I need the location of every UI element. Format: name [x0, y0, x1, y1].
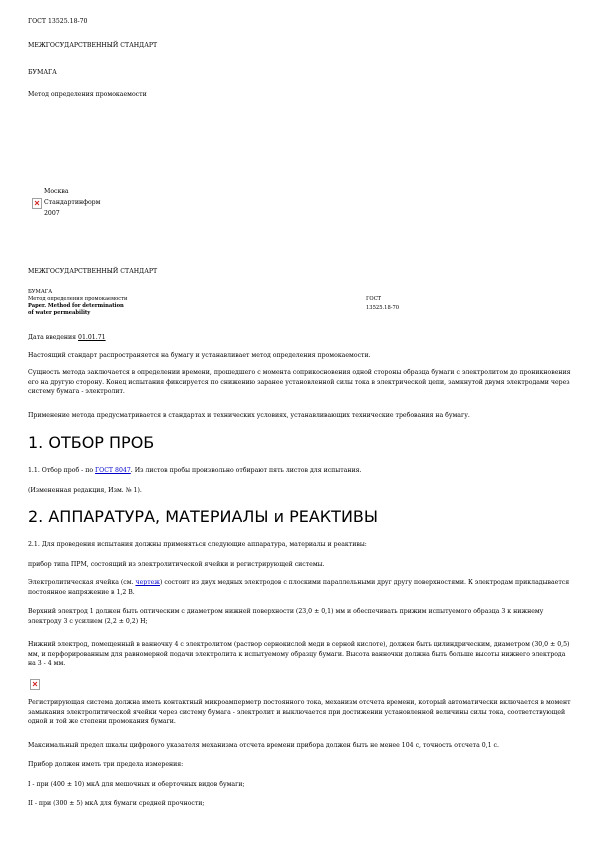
date-value: 01.01.71: [78, 334, 106, 341]
standard-label: МЕЖГОСУДАРСТВЕННЫЙ СТАНДАРТ: [28, 42, 158, 49]
section-2-paragraph-5: Нижний электрод, помещенный в ванночку 4 с электролитом (раствор сернокислой меди в серной кислоте), должен быть цилиндрическим, диаметром (30,0 ± 0,5) мм, и перфорированным для равномерной подачи электролита к испытуемому образцу бумаги. Высота ванночки должна быть больше высоты нижнего электрода на 3 - 4 мм.: [28, 641, 570, 667]
title-method-en-2: of water permeability: [28, 310, 91, 316]
doc-code: ГОСТ 13525.18-70: [28, 18, 88, 25]
gost-label: ГОСТ: [366, 296, 382, 302]
intro-paragraph-2: Сущность метода заключается в определении времени, прошедшего с момента соприкосновения одной стороны образца бумаги с электролитом до проникновения его на другую сторону. Конец испытания фиксируется по снижению заранее установленной силы тока в электрической цепи, замкнутой двумя электродами через систему бумага - электролит.: [28, 369, 571, 395]
section-2-paragraph-6: Регистрирующая система должна иметь контактный микроамперметр постоянного тока, механизм отсчета времени, который автоматически включается в момент замыкания электролитической ячейки через систему бумага - электролит и выключается при достижении установленной величины силы тока, соответствующей одной и той же степени промокания бумаги.: [28, 699, 571, 725]
section-1-heading: 1. ОТБОР ПРОБ: [28, 433, 155, 452]
broken-image-icon: [32, 198, 42, 209]
title-method-en-1: Paper. Method for determination: [28, 303, 124, 309]
section-2-heading: 2. АППАРАТУРА, МАТЕРИАЛЫ и РЕАКТИВЫ: [28, 507, 378, 526]
publisher-city: Москва: [44, 188, 69, 195]
gost-8047-link[interactable]: ГОСТ 8047: [95, 467, 131, 474]
s2-p3-suffix: ) состоит из двух медных электродов с плоскими параллельными друг другу поверхностями. К электродам прикладывается постоянное напряжение в 1,2 В.: [28, 579, 570, 596]
section-2-paragraph-4: Верхний электрод 1 должен быть оптическим с диаметром нижней поверхности (23,0 ± 0,1) мм и обеспечивать прижим испытуемого образца 3 к нижнему электроду 3 с усилием (2,2 ± 0,2) Н;: [28, 608, 544, 625]
subject: БУМАГА: [28, 69, 57, 76]
standard-label-2: МЕЖГОСУДАРСТВЕННЫЙ СТАНДАРТ: [28, 268, 158, 275]
section-2-paragraph-3: [28, 578, 573, 597]
introduction-date: [28, 334, 106, 341]
s2-p3-prefix: Электролитическая ячейка (см.: [28, 579, 134, 586]
publisher-name: Стандартинформ: [44, 199, 101, 206]
section-1-note: (Измененная редакция, Изм. № 1).: [28, 487, 142, 494]
title-method-ru: Метод определения промокаемости: [28, 296, 128, 302]
method-title: Метод определения промокаемости: [28, 91, 147, 98]
broken-image-icon: [30, 679, 40, 690]
drawing-link[interactable]: чертеж: [135, 579, 160, 586]
section-2-paragraph-2: прибор типа ПРМ, состоящий из электролитической ячейки и регистрирующей системы.: [28, 561, 325, 568]
section-2-paragraph-7: Максимальный предел шкалы цифрового указателя механизма отсчета времени прибора должен быть не менее 104 с, точность отсчета 0,1 с.: [28, 742, 499, 749]
intro-paragraph-1: Настоящий стандарт распространяется на бумагу и устанавливает метод определения промокаемости.: [28, 352, 371, 359]
title-subject: БУМАГА: [28, 289, 53, 295]
section-2-paragraph-9: I - при (400 ± 10) мкА для мешочных и оберточных видов бумаги;: [28, 781, 245, 788]
date-prefix: Дата введения: [28, 334, 77, 341]
gost-number: 13525.18-70: [366, 305, 400, 311]
s1-p1-suffix: . Из листов пробы произвольно отбирают пять листов для испытания.: [130, 467, 362, 474]
s1-p1-prefix: 1.1. Отбор проб - по: [28, 467, 94, 474]
publisher-year: 2007: [44, 210, 60, 217]
section-1-paragraph-1: [28, 466, 573, 476]
section-2-paragraph-1: 2.1. Для проведения испытания должны применяться следующие аппаратура, материалы и реактивы:: [28, 541, 367, 548]
section-2-paragraph-8: Прибор должен иметь три предела измерения:: [28, 761, 184, 768]
intro-paragraph-3: Применение метода предусматривается в стандартах и технических условиях, устанавливающих технические требования на бумагу.: [28, 412, 470, 419]
section-2-paragraph-10: II - при (300 ± 5) мкА для бумаги средней прочности;: [28, 800, 205, 807]
